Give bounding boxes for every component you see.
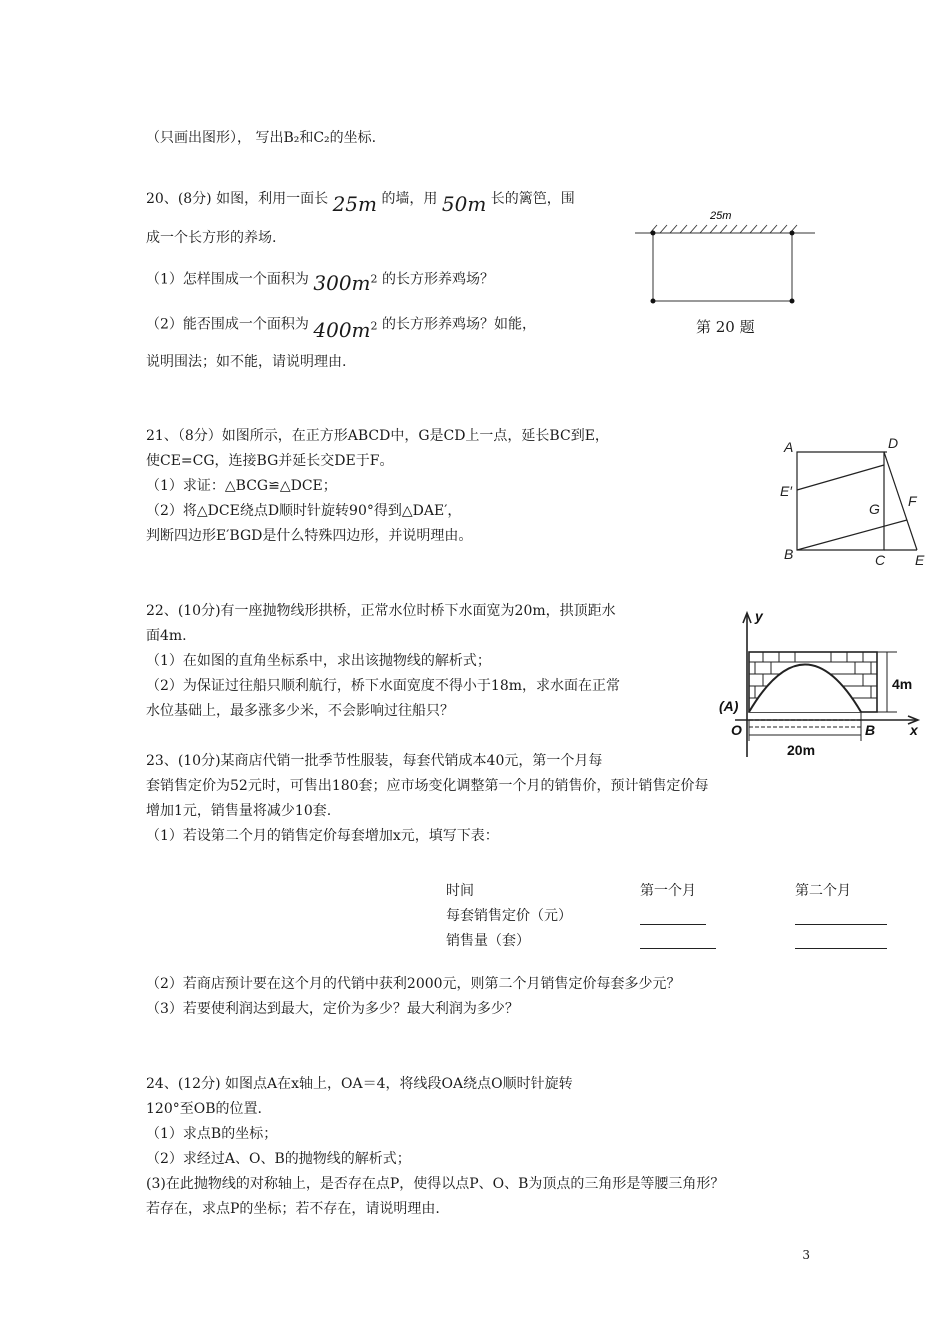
q20-text-3b: 的长方形养鸡场？ bbox=[381, 271, 494, 288]
q24-line-4: （2）求经过A、O、B的抛物线的解析式； bbox=[146, 1151, 411, 1167]
q23-line-3: 增加1元，销售量将减少10套. bbox=[146, 803, 332, 819]
q20-line-5: 说明围法；如不能，请说明理由. bbox=[146, 354, 347, 370]
q24-line-1: 24、(12分) 如图点A在x轴上，OA＝4，将线段OA绕点O顺时针旋转 bbox=[146, 1076, 573, 1092]
q21-line-2: 使CE=CG，连接BG并延长交DE于F。 bbox=[146, 453, 394, 469]
q20-text-1c: 长的篱笆，围 bbox=[490, 191, 575, 207]
q22-label-O: O bbox=[731, 722, 742, 738]
q20-line-1 bbox=[146, 178, 575, 214]
q22-label-width: 20m bbox=[787, 742, 816, 758]
q23-line-1: 23、(10分)某商店代销一批季节性服装，每套代销成本40元，第一个月每 bbox=[146, 753, 603, 769]
q22-line-1: 22、(10分)有一座抛物线形拱桥，正常水位时桥下水面宽为20m，拱顶距水 bbox=[146, 603, 616, 619]
q20-wall-label: 25m bbox=[710, 210, 732, 222]
q24-line-6: 若存在，求点P的坐标；若不存在，请说明理由. bbox=[146, 1201, 440, 1217]
q23-line-4: （1）若设第二个月的销售定价每套增加x元，填写下表： bbox=[146, 828, 499, 844]
page-number: 3 bbox=[802, 1248, 810, 1262]
q24-line-2: 120°至OB的位置. bbox=[146, 1101, 262, 1117]
q22-line-2: 面4m. bbox=[146, 628, 187, 644]
q21-label-F: F bbox=[908, 493, 917, 509]
q23-blank-volume-month1[interactable] bbox=[640, 934, 716, 949]
q23-blank-volume-month2[interactable] bbox=[795, 934, 887, 949]
q20-text-1b: 的墙，用 bbox=[381, 191, 438, 207]
q22-label-B: B bbox=[865, 722, 876, 738]
q22-line-3: （1）在如图的直角坐标系中，求出该抛物线的解析式； bbox=[146, 653, 491, 669]
q23-line-6: （3）若要使利润达到最大，定价为多少？最大利润为多少？ bbox=[146, 1001, 519, 1017]
q21-label-B: B bbox=[784, 546, 794, 562]
q22-label-height: 4m bbox=[892, 676, 913, 692]
q21-label-G: G bbox=[869, 501, 880, 517]
q21-line-3: （1）求证：△BCG≌△DCE； bbox=[146, 478, 337, 494]
q22-line-4: （2）为保证过往船只顺利航行，桥下水面宽度不得小于18m，求水面在正常 bbox=[146, 678, 620, 694]
q20-text-3a: （1）怎样围成一个面积为 bbox=[146, 271, 309, 288]
q22-label-A: (A) bbox=[719, 698, 739, 714]
q20-line-4 bbox=[146, 303, 536, 340]
q24-line-3: （1）求点B的坐标； bbox=[146, 1126, 278, 1142]
q20-line-2: 成一个长方形的养场. bbox=[146, 230, 277, 246]
q23-blank-price-month2[interactable] bbox=[795, 910, 887, 925]
q22-label-x: x bbox=[910, 722, 918, 738]
q20-wall-length: 25m bbox=[332, 192, 377, 216]
q23-blank-price-month1[interactable] bbox=[640, 910, 706, 925]
q21-line-1: 21、（8分）如图所示，在正方形ABCD中，G是CD上一点，延长BC到E， bbox=[146, 428, 609, 444]
q20-text-4a: （2）能否围成一个面积为 bbox=[146, 316, 309, 333]
q21-label-E: E bbox=[915, 552, 925, 568]
q20-line-3 bbox=[146, 258, 494, 295]
q21-label-C: C bbox=[875, 552, 886, 568]
q21-label-A: A bbox=[784, 439, 794, 455]
q23-table-row-price: 每套销售定价（元） bbox=[446, 908, 572, 924]
q21-label-D: D bbox=[888, 435, 899, 451]
q24-line-5: (3)在此抛物线的对称轴上，是否存在点P，使得以点P、O、B为顶点的三角形是等腰三角形？ bbox=[146, 1176, 725, 1192]
q23-line-5: （2）若商店预计要在这个月的代销中获利2000元，则第二个月销售定价每套多少元？ bbox=[146, 976, 681, 992]
q23-table-header-month1: 第一个月 bbox=[640, 883, 696, 899]
intro-line: （只画出图形）， 写出B₂和C₂的坐标. bbox=[146, 130, 377, 146]
q20-text-1a: 20、(8分) 如图，利用一面长 bbox=[146, 191, 329, 207]
q22-label-y: y bbox=[755, 608, 763, 624]
q21-label-E1: E′ bbox=[780, 483, 792, 499]
q20-text-4b: 的长方形养鸡场？如能， bbox=[381, 316, 536, 333]
q21-line-5: 判断四边形E′BGD是什么特殊四边形，并说明理由。 bbox=[146, 528, 473, 544]
q22-figure bbox=[705, 607, 930, 767]
q20-fence-length: 50m bbox=[441, 192, 487, 216]
q22-line-5: 水位基础上，最多涨多少米，不会影响过往船只？ bbox=[146, 703, 454, 719]
q23-table-header-month2: 第二个月 bbox=[795, 883, 851, 899]
q20-area-400: $400m^2$ bbox=[313, 317, 378, 342]
q23-table-header-time: 时间 bbox=[446, 883, 474, 899]
q23-table-row-volume: 销售量（套） bbox=[446, 933, 530, 949]
q23-line-2: 套销售定价为52元时，可售出180套；应市场变化调整第一个月的销售价，预计销售定价每 bbox=[146, 778, 709, 794]
q21-line-4: （2）将△DCE绕点D顺时针旋转90°得到△DAE′， bbox=[146, 503, 462, 519]
q20-figure-caption: 第 20 题 bbox=[696, 318, 755, 336]
q21-figure bbox=[772, 430, 938, 575]
q20-area-300: $300m^2$ bbox=[313, 270, 378, 295]
